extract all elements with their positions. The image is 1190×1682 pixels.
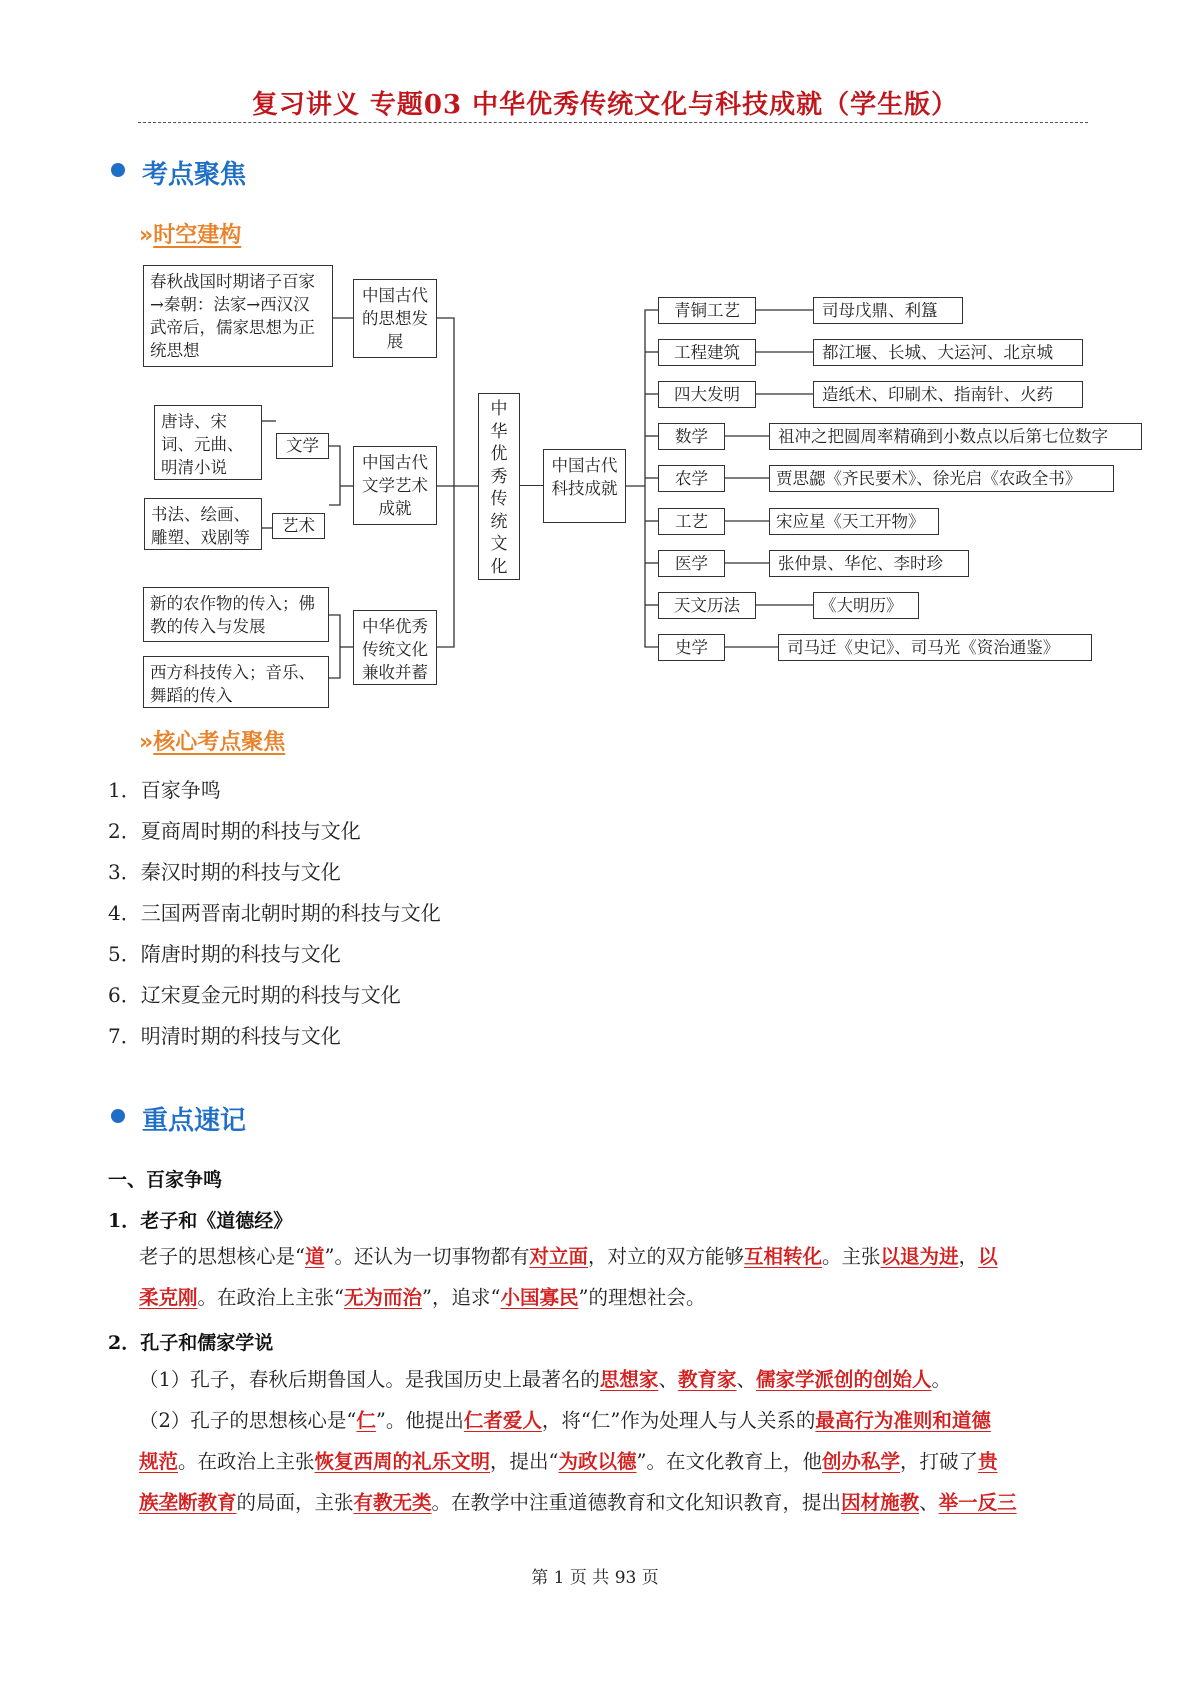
subsection-title: 时空建构 bbox=[153, 223, 242, 248]
science-category-7: 天文历法 bbox=[658, 592, 756, 619]
science-category-1: 工程建筑 bbox=[658, 339, 756, 366]
list-item: 1．百家争鸣 bbox=[108, 778, 221, 802]
list-item: 2．夏商周时期的科技与文化 bbox=[108, 819, 361, 843]
page-title: 复习讲义 专题03 中华优秀传统文化与科技成就（学生版） bbox=[251, 90, 959, 120]
section-title-focus: 考点聚焦 bbox=[142, 160, 247, 190]
science-category-2: 四大发明 bbox=[658, 381, 756, 408]
section-bullet-icon bbox=[111, 1109, 125, 1123]
laozi-paragraph-line-2: 柔克刚。在政治上主张“无为而治”，追求“小国寡民”的理想社会。 bbox=[139, 1286, 706, 1309]
kongzi-paragraph-line-3: 规范。在政治上主张恢复西周的礼乐文明，提出“为政以德”。在文化教育上，他创办私学，打破了贵 bbox=[139, 1450, 998, 1473]
science-category-4: 农学 bbox=[658, 465, 725, 492]
list-item: 3．秦汉时期的科技与文化 bbox=[108, 860, 341, 884]
section-title-keypoints: 重点速记 bbox=[142, 1106, 247, 1136]
topic-heading-laozi: 1．老子和《道德经》 bbox=[108, 1210, 293, 1232]
science-detail-7: 《大明历》 bbox=[813, 592, 919, 619]
kongzi-paragraph-line-4: 族垄断教育的局面，主张有教无类。在教学中注重道德教育和文化知识教育，提出因材施教、举一反三 bbox=[139, 1491, 1017, 1514]
mindmap-literature-desc: 唐诗、宋词、元曲、明清小说 bbox=[154, 405, 262, 480]
science-category-6: 医学 bbox=[658, 550, 725, 577]
science-detail-4: 贾思勰《齐民要术》、徐光启《农政全书》 bbox=[769, 465, 1114, 492]
mindmap-art-desc: 书法、绘画、雕塑、戏剧等 bbox=[144, 498, 262, 550]
part-heading: 一、百家争鸣 bbox=[108, 1169, 223, 1191]
mindmap-literature-art-node: 中国古代文学艺术成就 bbox=[353, 446, 437, 525]
kongzi-paragraph-line-1: （1）孔子，春秋后期鲁国人。是我国历史上最著名的思想家、教育家、儒家学派创的创始人。 bbox=[139, 1368, 952, 1391]
mindmap-thought-node: 中国古代的思想发展 bbox=[353, 279, 437, 358]
topic-heading-kongzi: 2．孔子和儒家学说 bbox=[108, 1332, 274, 1354]
science-category-3: 数学 bbox=[658, 423, 725, 450]
mindmap-science-node: 中国古代科技成就 bbox=[543, 449, 626, 523]
double-chevron-icon: » bbox=[139, 730, 154, 755]
mindmap-integration-desc-1: 新的农作物的传入；佛教的传入与发展 bbox=[143, 587, 329, 642]
mindmap-art-node: 艺术 bbox=[272, 513, 325, 539]
list-item: 4．三国两晋南北朝时期的科技与文化 bbox=[108, 901, 441, 925]
science-detail-0: 司母戊鼎、利簋 bbox=[813, 297, 963, 324]
mindmap-thought-desc: 春秋战国时期诸子百家→秦朝：法家→西汉汉武帝后，儒家思想为正统思想 bbox=[143, 265, 333, 367]
mindmap-center-node: 中华优秀传统文化 bbox=[478, 393, 520, 580]
subsection-title: 核心考点聚焦 bbox=[153, 730, 286, 755]
page-footer: 第 1 页 共 93 页 bbox=[531, 1568, 659, 1588]
science-detail-2: 造纸术、印刷术、指南针、火药 bbox=[813, 381, 1083, 408]
double-chevron-icon: » bbox=[139, 223, 154, 248]
science-detail-5: 宋应星《天工开物》 bbox=[769, 508, 939, 535]
list-item: 7．明清时期的科技与文化 bbox=[108, 1024, 341, 1048]
science-category-8: 史学 bbox=[658, 634, 725, 661]
mindmap-literature-node: 文学 bbox=[276, 433, 329, 459]
mindmap-integration-desc-2: 西方科技传入；音乐、舞蹈的传入 bbox=[143, 656, 329, 708]
subsection-core-points bbox=[139, 725, 285, 756]
core-points-list bbox=[108, 770, 441, 1057]
science-detail-1: 都江堰、长城、大运河、北京城 bbox=[813, 339, 1083, 366]
laozi-paragraph-line-1: 老子的思想核心是“道”。还认为一切事物都有对立面，对立的双方能够互相转化。主张以退为进，以 bbox=[139, 1245, 998, 1268]
science-detail-8: 司马迁《史记》、司马光《资治通鉴》 bbox=[778, 634, 1092, 661]
list-item: 5．隋唐时期的科技与文化 bbox=[108, 942, 341, 966]
science-detail-3: 祖冲之把圆周率精确到小数点以后第七位数字 bbox=[769, 423, 1142, 450]
mindmap-integration-node: 中华优秀传统文化兼收并蓄 bbox=[353, 610, 437, 685]
kongzi-paragraph-line-2: （2）孔子的思想核心是“仁”。他提出仁者爱人，将“仁”作为处理人与人关系的最高行为准则和道德 bbox=[139, 1409, 991, 1432]
science-category-0: 青铜工艺 bbox=[658, 297, 756, 324]
science-category-5: 工艺 bbox=[658, 508, 725, 535]
list-item: 6．辽宋夏金元时期的科技与文化 bbox=[108, 983, 401, 1007]
science-detail-6: 张仲景、华佗、李时珍 bbox=[769, 550, 969, 577]
